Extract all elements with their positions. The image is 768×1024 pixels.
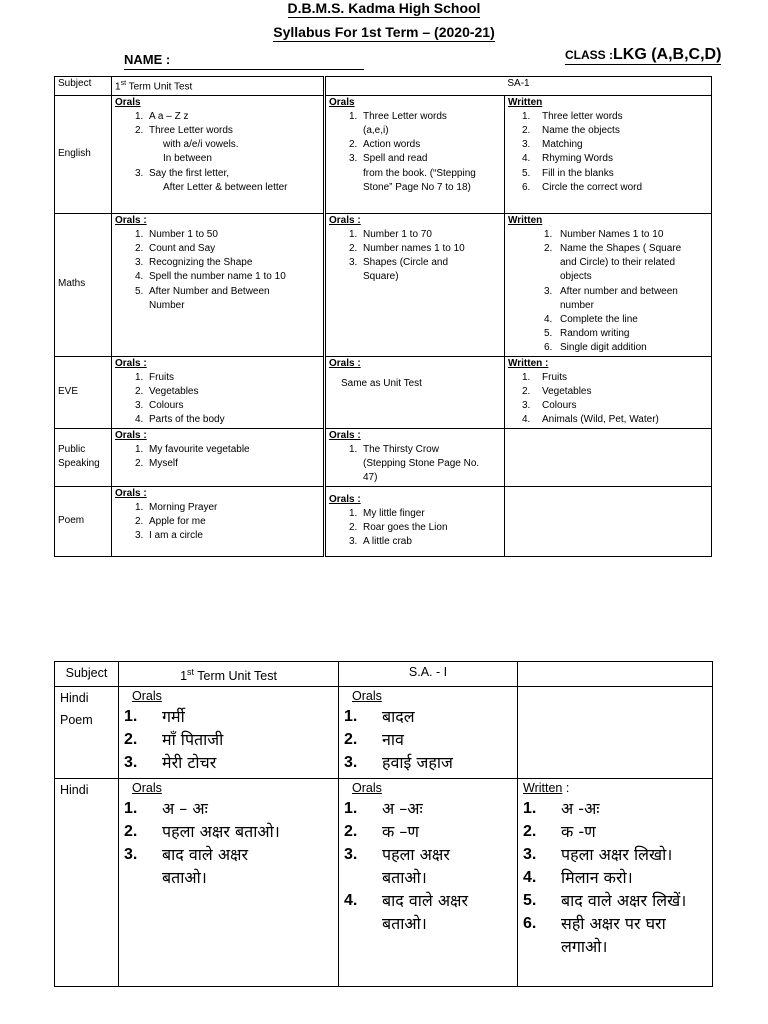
eve-sa1-written: Written : 1. Fruits 2. Vegetables 3. Colours 4. Animals (Wild, Pet, Water) (505, 356, 712, 428)
public-speaking-unit-test: Orals : 1. My favourite vegetable 2. Myself (112, 428, 325, 486)
subject-eve: EVE (55, 356, 112, 428)
subject-maths: Maths (55, 213, 112, 356)
syllabus-title: Syllabus For 1st Term – (2020-21) (273, 24, 495, 40)
table-header-row (55, 77, 712, 96)
hindi-sa1-orals: Orals 1. अ –अः 2. क –ण 3. पहला अक्षर बताओ। 4. बाद वाले अक्षर बताओ। (339, 779, 518, 987)
eve-unit-test: Orals : 1. Fruits 2. Vegetables 3. Colours 4. Parts of the body (112, 356, 325, 428)
public-speaking-sa1-orals: Orals : 1. The Thirsty Crow (Stepping Stone Page No. 47) (325, 428, 505, 486)
english-sa1-written: Written 1. Three letter words 2. Name the objects 3. Matching 4. Rhyming Words 5. Fill in the blanks 6. Circle the correct word (505, 95, 712, 213)
subject-public-speaking: Public Speaking (55, 428, 112, 486)
header-blank (518, 662, 713, 687)
table-row (55, 486, 712, 556)
header-sa1: SA-1 (325, 77, 712, 96)
english-unit-test: Orals 1. A a – Z z 2. Three Letter words with a/e/i vowels. In between 3. Say the first letter, After Letter & between letter (112, 95, 325, 213)
hindi-unit-test: Orals 1. अ – अः 2. पहला अक्षर बताओ। 3. बाद वाले अक्षर बताओ। (119, 779, 339, 987)
school-name: D.B.M.S. Kadma High School (287, 0, 481, 16)
name-line (124, 69, 364, 70)
hindi-syllabus-table (54, 661, 713, 987)
subject-poem: Poem (55, 486, 112, 556)
subject-hindi-poem: Hindi Poem (55, 687, 119, 779)
name-label: NAME : (124, 52, 171, 67)
table-row (55, 95, 712, 213)
hindi-poem-blank (518, 687, 713, 779)
maths-sa1-written: Written 1. Number Names 1 to 10 2. Name the Shapes ( Square and Circle) to their related objects 3. After number and between number 4. Complete the line 5. Random writing 6. Single digit addition (505, 213, 712, 356)
subject-hindi: Hindi (55, 779, 119, 987)
table-row (55, 779, 713, 987)
english-syllabus-table (54, 76, 712, 557)
poem-sa1-orals: Orals : 1. My little finger 2. Roar goes the Lion 3. A little crab (325, 486, 505, 556)
eve-sa1-orals: Orals : Same as Unit Test (325, 356, 505, 428)
hindi-poem-sa1: Orals 1. बादल 2. नाव 3. हवाई जहाज (339, 687, 518, 779)
table-header-row (55, 662, 713, 687)
header-subject: Subject (55, 662, 119, 687)
hindi-poem-unit-test: Orals 1. गर्मी 2. माँ पिताजी 3. मेरी टोचर (119, 687, 339, 779)
table-row (55, 687, 713, 779)
header-subject: Subject (55, 77, 112, 96)
maths-sa1-orals: Orals : 1. Number 1 to 70 2. Number names 1 to 10 3. Shapes (Circle and Square) (325, 213, 505, 356)
header-sa1: S.A. - I (339, 662, 518, 687)
table-row (55, 213, 712, 356)
public-speaking-sa1-written (505, 428, 712, 486)
header-unit-test: 1st Term Unit Test (119, 662, 339, 687)
poem-sa1-written (505, 486, 712, 556)
maths-unit-test: Orals : 1. Number 1 to 50 2. Count and Say 3. Recognizing the Shape 4. Spell the number name 1 to 10 5. After Number and Between Number (112, 213, 325, 356)
table-row (55, 428, 712, 486)
poem-unit-test: Orals : 1. Morning Prayer 2. Apple for me 3. I am a circle (112, 486, 325, 556)
table-row (55, 356, 712, 428)
class-value: LKG (A,B,C,D) (613, 46, 722, 63)
class-field: CLASS :LKG (A,B,C,D) (565, 46, 722, 63)
header-unit-test: 1st Term Unit Test (112, 77, 325, 96)
english-sa1-orals: Orals 1. Three Letter words (a,e,i) 2. Action words 3. Spell and read from the book. (“Stepping Stone” Page No 7 to 18) (325, 95, 505, 213)
hindi-sa1-written: Written : 1. अ -अः 2. क -ण 3. पहला अक्षर लिखो। 4. मिलान करो। 5. बाद वाले अक्षर लिखें। 6. सही अक्षर पर घरा लगाओ। (518, 779, 713, 987)
subject-english: English (55, 95, 112, 213)
